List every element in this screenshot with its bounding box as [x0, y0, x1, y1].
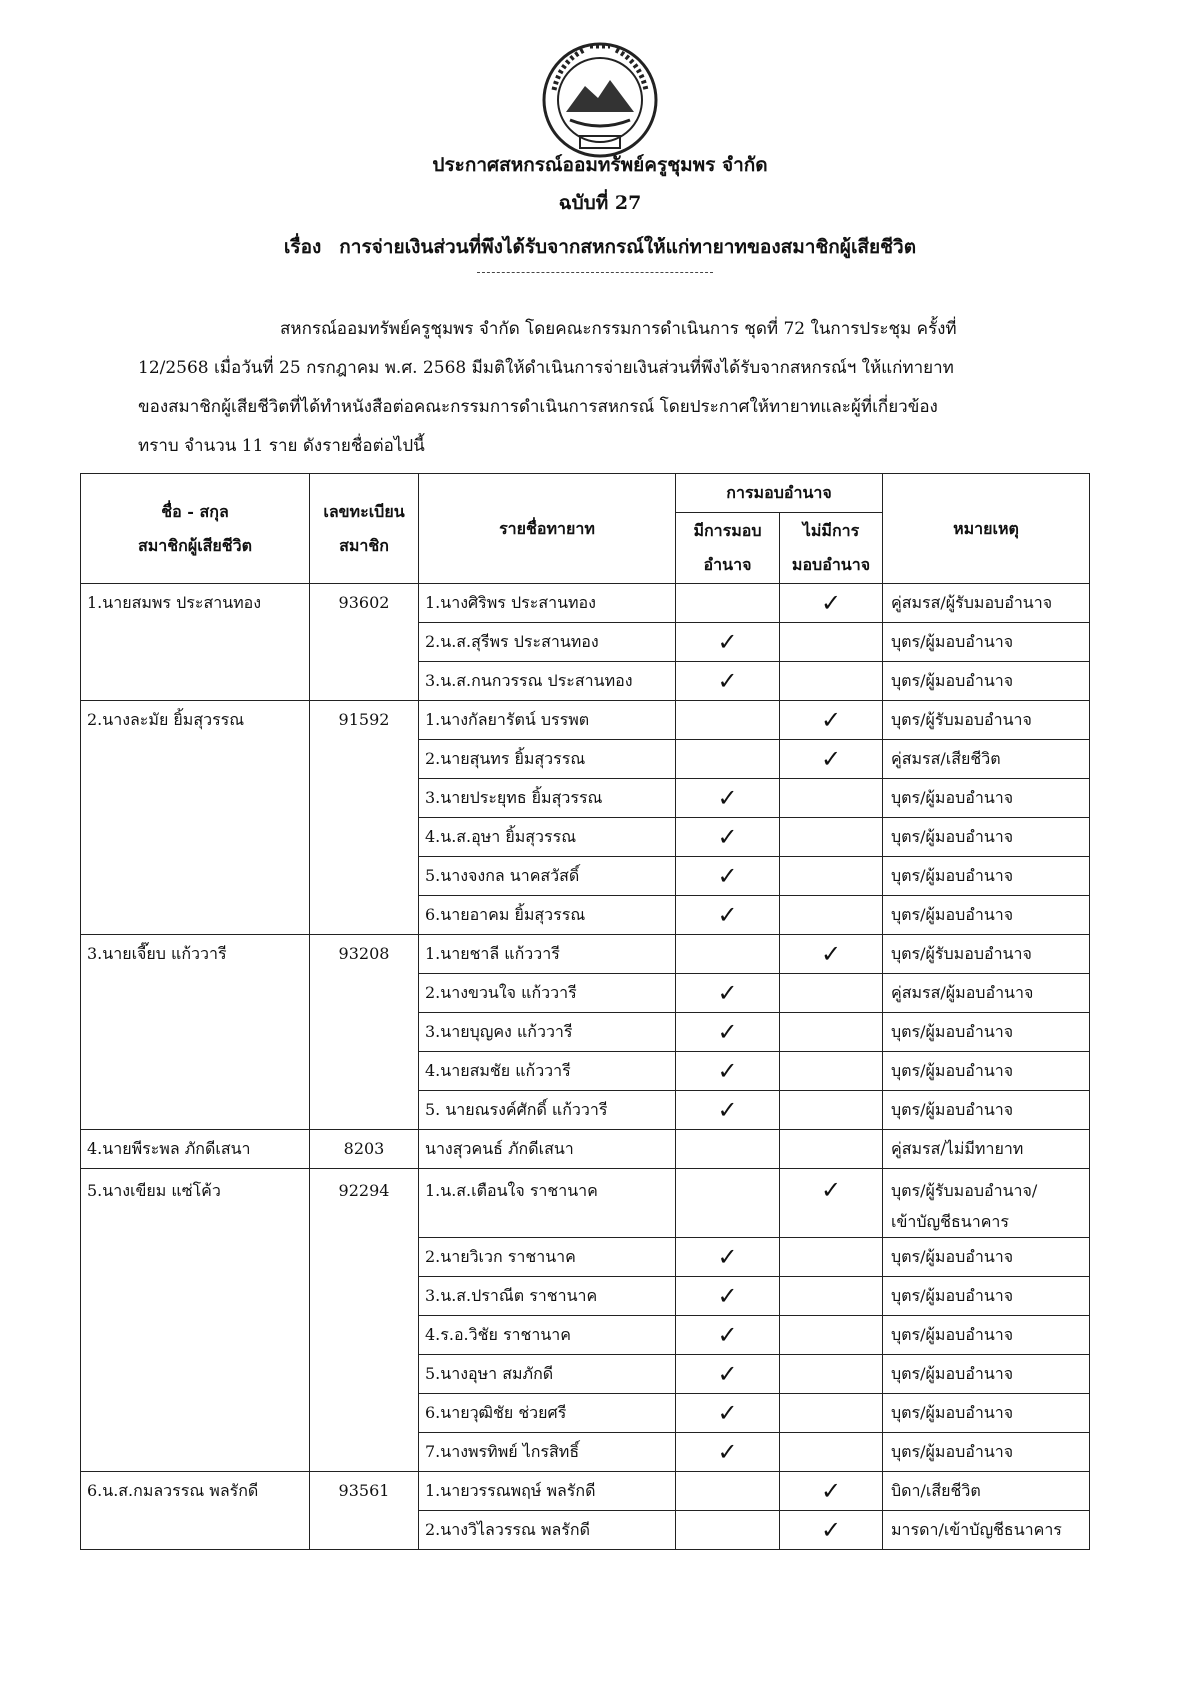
authorized-cell — [676, 1316, 780, 1355]
remark-cell: คู่สมรส/ผู้มอบอำนาจ — [883, 974, 1090, 1013]
heir-name-cell: 3.นายประยุทธ ยิ้มสุวรรณ — [419, 779, 676, 818]
remark-cell: คู่สมรส/เสียชีวิต — [883, 740, 1090, 779]
heir-name-cell: 3.น.ส.กนกวรรณ ประสานทอง — [419, 662, 676, 701]
member-no-cell — [310, 896, 419, 935]
header-heirs: รายชื่อทายาท — [419, 474, 676, 584]
not-authorized-cell — [780, 1130, 883, 1169]
header-remark: หมายเหตุ — [883, 474, 1090, 584]
heir-name-cell: 4.น.ส.อุษา ยิ้มสุวรรณ — [419, 818, 676, 857]
remark-cell: บุตร/ผู้มอบอำนาจ — [883, 662, 1090, 701]
table-row — [81, 1277, 1090, 1316]
member-no-cell — [310, 779, 419, 818]
check-mark-icon: ✓ — [717, 823, 738, 851]
remark-cell: บุตร/ผู้รับมอบอำนาจ — [883, 935, 1090, 974]
member-name-cell — [81, 818, 310, 857]
subject-label: เรื่อง — [283, 236, 322, 258]
remark-cell: บุตร/ผู้มอบอำนาจ — [883, 1277, 1090, 1316]
authorized-cell — [676, 1472, 780, 1511]
member-name-cell — [81, 1277, 310, 1316]
member-name-cell — [81, 740, 310, 779]
authorized-cell — [676, 1355, 780, 1394]
member-no-cell — [310, 623, 419, 662]
heir-name-cell: 1.นางศิริพร ประสานทอง — [419, 584, 676, 623]
authorized-cell — [676, 818, 780, 857]
remark-cell: บุตร/ผู้มอบอำนาจ — [883, 623, 1090, 662]
not-authorized-cell — [780, 935, 883, 974]
table-row — [81, 1316, 1090, 1355]
table-row — [81, 779, 1090, 818]
table-row — [81, 1052, 1090, 1091]
remark-cell: บุตร/ผู้มอบอำนาจ — [883, 1091, 1090, 1130]
remark-cell: บุตร/ผู้มอบอำนาจ — [883, 1316, 1090, 1355]
check-mark-icon: ✓ — [820, 1516, 842, 1544]
table-row — [81, 1130, 1090, 1169]
member-name-cell — [81, 974, 310, 1013]
table-row — [81, 623, 1090, 662]
not-authorized-cell — [780, 740, 883, 779]
check-mark-icon: ✓ — [820, 940, 842, 968]
check-mark-icon: ✓ — [717, 979, 738, 1007]
authorized-cell — [676, 662, 780, 701]
intro-paragraph — [138, 310, 1058, 466]
member-no-cell — [310, 1316, 419, 1355]
table-row — [81, 1394, 1090, 1433]
member-no-cell — [310, 1052, 419, 1091]
not-authorized-cell — [780, 1433, 883, 1472]
member-name-cell — [81, 1394, 310, 1433]
remark-cell: บุตร/ผู้รับมอบอำนาจ/ เข้าบัญชีธนาคาร — [883, 1169, 1090, 1238]
member-name-cell — [81, 896, 310, 935]
not-authorized-cell — [780, 1316, 883, 1355]
check-mark-icon: ✓ — [717, 1438, 738, 1466]
authorized-cell — [676, 1013, 780, 1052]
table-row — [81, 740, 1090, 779]
member-no-cell — [310, 1511, 419, 1550]
authorized-cell — [676, 584, 780, 623]
authorized-cell — [676, 740, 780, 779]
announcement-title: ประกาศสหกรณ์ออมทรัพย์ครูชุมพร จำกัด — [432, 154, 768, 176]
member-name-cell — [81, 779, 310, 818]
table-row — [81, 1472, 1090, 1511]
member-no-cell — [310, 662, 419, 701]
table-row — [81, 896, 1090, 935]
heir-name-cell: 2.น.ส.สุรีพร ประสานทอง — [419, 623, 676, 662]
member-name-cell: 4.นายพีระพล ภักดีเสนา — [81, 1130, 310, 1169]
table-row — [81, 1169, 1090, 1238]
not-authorized-cell — [780, 779, 883, 818]
table-body — [81, 584, 1090, 1550]
check-mark-icon: ✓ — [717, 901, 738, 929]
not-authorized-cell — [780, 623, 883, 662]
member-name-cell — [81, 662, 310, 701]
not-authorized-cell — [780, 662, 883, 701]
header-authority: การมอบอำนาจ — [676, 474, 883, 513]
table-row — [81, 701, 1090, 740]
member-name-cell: 3.นายเจี๊ยบ แก้ววารี — [81, 935, 310, 974]
table-row — [81, 1511, 1090, 1550]
member-no-cell — [310, 1277, 419, 1316]
remark-cell: คู่สมรส/ผู้รับมอบอำนาจ — [883, 584, 1090, 623]
intro-line: ของสมาชิกผู้เสียชีวิตที่ได้ทำหนังสือต่อคณะกรรมการดำเนินการสหกรณ์ โดยประกาศให้ทายาทและผู้ที่เกี่ยวข้อง — [138, 397, 938, 417]
heir-name-cell: 2.นายวิเวก ราชานาค — [419, 1238, 676, 1277]
header-not-authorized: ไม่มีการ มอบอำนาจ — [780, 513, 883, 584]
not-authorized-cell — [780, 584, 883, 623]
member-name-cell — [81, 857, 310, 896]
check-mark-icon: ✓ — [820, 1176, 842, 1204]
not-authorized-cell — [780, 974, 883, 1013]
table-row — [81, 662, 1090, 701]
remark-cell: บุตร/ผู้มอบอำนาจ — [883, 1433, 1090, 1472]
not-authorized-cell — [780, 1394, 883, 1433]
not-authorized-cell — [780, 896, 883, 935]
member-no-cell: 91592 — [310, 701, 419, 740]
remark-cell: บิดา/เสียชีวิต — [883, 1472, 1090, 1511]
heir-name-cell: 1.น.ส.เตือนใจ ราชานาค — [419, 1169, 676, 1238]
check-mark-icon: ✓ — [820, 745, 842, 773]
table-row — [81, 1238, 1090, 1277]
member-name-cell — [81, 1091, 310, 1130]
heir-name-cell: 5.นางจงกล นาคสวัสดิ์ — [419, 857, 676, 896]
authorized-cell — [676, 935, 780, 974]
member-no-cell: 93602 — [310, 584, 419, 623]
remark-cell: บุตร/ผู้รับมอบอำนาจ — [883, 701, 1090, 740]
member-no-cell — [310, 1355, 419, 1394]
member-name-cell — [81, 1238, 310, 1277]
check-mark-icon: ✓ — [820, 706, 842, 734]
remark-cell: บุตร/ผู้มอบอำนาจ — [883, 779, 1090, 818]
check-mark-icon: ✓ — [717, 667, 738, 695]
member-no-cell — [310, 1238, 419, 1277]
authorized-cell — [676, 1433, 780, 1472]
not-authorized-cell — [780, 857, 883, 896]
authorized-cell — [676, 857, 780, 896]
not-authorized-cell — [780, 1511, 883, 1550]
table-row — [81, 935, 1090, 974]
header-member-name: ชื่อ - สกุล สมาชิกผู้เสียชีวิต — [81, 474, 310, 584]
check-mark-icon: ✓ — [717, 1018, 738, 1046]
not-authorized-cell — [780, 1472, 883, 1511]
authorized-cell — [676, 701, 780, 740]
member-name-cell — [81, 1355, 310, 1394]
member-no-cell — [310, 1013, 419, 1052]
table-row — [81, 857, 1090, 896]
remark-cell: บุตร/ผู้มอบอำนาจ — [883, 1052, 1090, 1091]
heir-name-cell: 1.นายชาลี แก้ววารี — [419, 935, 676, 974]
member-name-cell — [81, 1433, 310, 1472]
table-row — [81, 1433, 1090, 1472]
heir-name-cell: 7.นางพรทิพย์ ไกรสิทธิ์ — [419, 1433, 676, 1472]
heir-name-cell: 1.นางกัลยารัตน์ บรรพต — [419, 701, 676, 740]
check-mark-icon: ✓ — [717, 1243, 738, 1271]
authorized-cell — [676, 1169, 780, 1238]
cooperative-seal-logo — [540, 40, 660, 160]
subject-line — [0, 232, 1200, 262]
check-mark-icon: ✓ — [717, 1360, 738, 1388]
not-authorized-cell — [780, 1091, 883, 1130]
remark-cell: คู่สมรส/ไม่มีทายาท — [883, 1130, 1090, 1169]
heir-name-cell: 3.นายบุญคง แก้ววารี — [419, 1013, 676, 1052]
heir-name-cell: 2.นางวิไลวรรณ พลรักดี — [419, 1511, 676, 1550]
member-no-cell — [310, 1394, 419, 1433]
table-row — [81, 1355, 1090, 1394]
authorized-cell — [676, 1052, 780, 1091]
check-mark-icon: ✓ — [717, 1321, 738, 1349]
not-authorized-cell — [780, 701, 883, 740]
authorized-cell — [676, 1511, 780, 1550]
check-mark-icon: ✓ — [717, 784, 738, 812]
heir-name-cell: 3.น.ส.ปราณีต ราชานาค — [419, 1277, 676, 1316]
remark-cell: บุตร/ผู้มอบอำนาจ — [883, 857, 1090, 896]
issue-number: ฉบับที่ 27 — [558, 192, 642, 214]
heir-name-cell: 2.นางขวนใจ แก้ววารี — [419, 974, 676, 1013]
check-mark-icon: ✓ — [717, 1399, 738, 1427]
title-divider — [477, 272, 713, 273]
heirs-table — [80, 473, 1090, 1550]
remark-cell: มารดา/เข้าบัญชีธนาคาร — [883, 1511, 1090, 1550]
remark-cell: บุตร/ผู้มอบอำนาจ — [883, 1238, 1090, 1277]
member-no-cell: 93561 — [310, 1472, 419, 1511]
check-mark-icon: ✓ — [717, 1057, 738, 1085]
member-no-cell — [310, 857, 419, 896]
heir-name-cell: 5.นางอุษา สมภักดี — [419, 1355, 676, 1394]
authorized-cell — [676, 974, 780, 1013]
remark-cell: บุตร/ผู้มอบอำนาจ — [883, 1013, 1090, 1052]
table-row — [81, 974, 1090, 1013]
intro-line: สหกรณ์ออมทรัพย์ครูชุมพร จำกัด โดยคณะกรรมการดำเนินการ ชุดที่ 72 ในการประชุม ครั้งที่ — [280, 319, 957, 339]
heir-name-cell: 4.นายสมชัย แก้ววารี — [419, 1052, 676, 1091]
not-authorized-cell — [780, 1277, 883, 1316]
table-row — [81, 818, 1090, 857]
heir-name-cell: 2.นายสุนทร ยิ้มสุวรรณ — [419, 740, 676, 779]
authorized-cell — [676, 779, 780, 818]
not-authorized-cell — [780, 818, 883, 857]
table-row — [81, 1091, 1090, 1130]
not-authorized-cell — [780, 1238, 883, 1277]
authorized-cell — [676, 623, 780, 662]
intro-line: 12/2568 เมื่อวันที่ 25 กรกฎาคม พ.ศ. 2568 มีมติให้ดำเนินการจ่ายเงินส่วนที่พึงได้รับจากสหกรณ์ฯ ให้แก่ทายาท — [138, 358, 954, 378]
header-authorized: มีการมอบ อำนาจ — [676, 513, 780, 584]
check-mark-icon: ✓ — [717, 628, 738, 656]
remark-cell: บุตร/ผู้มอบอำนาจ — [883, 1355, 1090, 1394]
not-authorized-cell — [780, 1052, 883, 1091]
authorized-cell — [676, 1091, 780, 1130]
not-authorized-cell — [780, 1013, 883, 1052]
member-name-cell: 1.นายสมพร ประสานทอง — [81, 584, 310, 623]
member-no-cell — [310, 740, 419, 779]
check-mark-icon: ✓ — [717, 862, 738, 890]
remark-cell: บุตร/ผู้มอบอำนาจ — [883, 1394, 1090, 1433]
remark-cell: บุตร/ผู้มอบอำนาจ — [883, 818, 1090, 857]
member-no-cell: 8203 — [310, 1130, 419, 1169]
member-no-cell — [310, 1091, 419, 1130]
table-row — [81, 584, 1090, 623]
member-no-cell — [310, 1433, 419, 1472]
member-name-cell: 2.นางละมัย ยิ้มสุวรรณ — [81, 701, 310, 740]
member-no-cell: 93208 — [310, 935, 419, 974]
table-row — [81, 1013, 1090, 1052]
heir-name-cell: 1.นายวรรณพฤษ์ พลรักดี — [419, 1472, 676, 1511]
authorized-cell — [676, 1130, 780, 1169]
heir-name-cell: 6.นายอาคม ยิ้มสุวรรณ — [419, 896, 676, 935]
check-mark-icon: ✓ — [820, 589, 842, 617]
member-name-cell — [81, 1511, 310, 1550]
remark-cell: บุตร/ผู้มอบอำนาจ — [883, 896, 1090, 935]
member-name-cell — [81, 623, 310, 662]
heir-name-cell: 4.ร.อ.วิชัย ราชานาค — [419, 1316, 676, 1355]
member-no-cell — [310, 974, 419, 1013]
heir-name-cell: 6.นายวุฒิชัย ช่วยศรี — [419, 1394, 676, 1433]
member-name-cell: 5.นางเขียม แซ่โค้ว — [81, 1169, 310, 1238]
check-mark-icon: ✓ — [820, 1477, 842, 1505]
intro-line: ทราบ จำนวน 11 ราย ดังรายชื่อต่อไปนี้ — [138, 436, 425, 456]
authorized-cell — [676, 1238, 780, 1277]
header-member-no: เลขทะเบียน สมาชิก — [310, 474, 419, 584]
member-name-cell — [81, 1316, 310, 1355]
member-name-cell: 6.น.ส.กมลวรรณ พลรักดี — [81, 1472, 310, 1511]
not-authorized-cell — [780, 1169, 883, 1238]
authorized-cell — [676, 896, 780, 935]
member-no-cell — [310, 818, 419, 857]
member-name-cell — [81, 1013, 310, 1052]
member-name-cell — [81, 1052, 310, 1091]
heir-name-cell: 5. นายณรงค์ศักดิ์ แก้ววารี — [419, 1091, 676, 1130]
subject-text: การจ่ายเงินส่วนที่พึงได้รับจากสหกรณ์ให้แก่ทายาทของสมาชิกผู้เสียชีวิต — [339, 236, 917, 258]
authorized-cell — [676, 1394, 780, 1433]
heir-name-cell: นางสุวคนธ์ ภักดีเสนา — [419, 1130, 676, 1169]
authorized-cell — [676, 1277, 780, 1316]
not-authorized-cell — [780, 1355, 883, 1394]
member-no-cell: 92294 — [310, 1169, 419, 1238]
check-mark-icon: ✓ — [717, 1282, 738, 1310]
check-mark-icon: ✓ — [717, 1096, 738, 1124]
